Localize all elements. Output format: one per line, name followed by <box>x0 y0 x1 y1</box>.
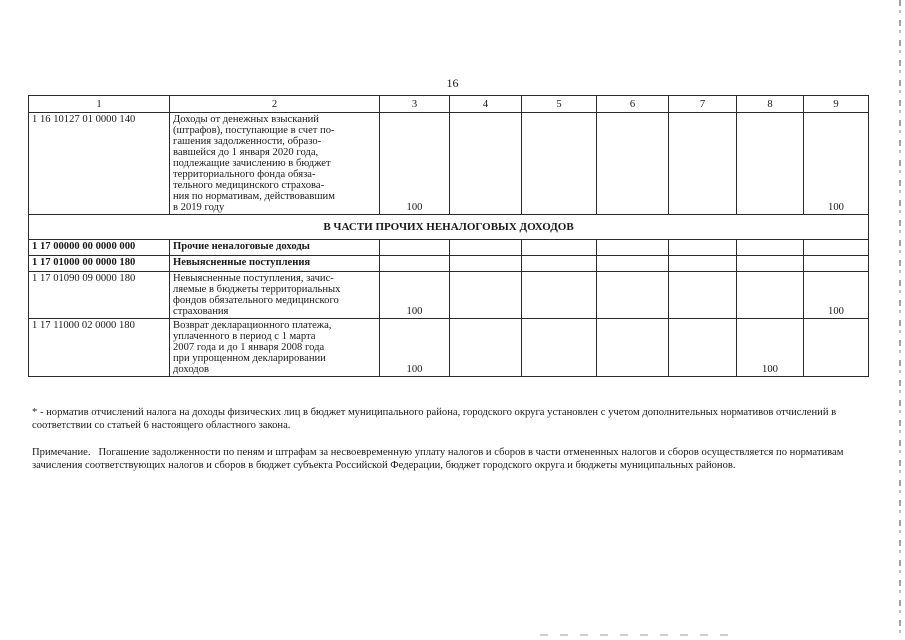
row-name <box>170 272 380 319</box>
note-label: Примечание. <box>32 447 91 458</box>
table-row <box>29 113 869 215</box>
cell-col-6 <box>597 240 669 256</box>
cell-col-6 <box>597 113 669 215</box>
footnote: * - норматив отчислений налога на доходы физических лиц в бюджет муниципального района, городского округа установлен с учетом дополнительных нормативов отчислений в соответствии со статьей 6 настоящего областного закона. <box>32 407 837 431</box>
name-line: в 2019 году <box>173 202 225 213</box>
row-code: 1 17 01090 09 0000 180 <box>29 272 170 319</box>
cell-col-5 <box>522 113 597 215</box>
row-name <box>170 319 380 377</box>
row-code: 1 17 00000 00 0000 000 <box>29 240 170 256</box>
name-line: страхования <box>173 306 229 317</box>
column-header: 3 <box>380 96 450 113</box>
cell-col-5 <box>522 319 597 377</box>
cell-col-7 <box>669 240 737 256</box>
cell-col-9 <box>804 240 869 256</box>
cell-col-3 <box>380 256 450 272</box>
name-line: уплаченного в период с 1 марта <box>173 331 316 342</box>
name-line: подлежащие зачислению в бюджет <box>173 158 331 169</box>
cell-col-9 <box>804 319 869 377</box>
table-row <box>29 240 869 256</box>
cell-col-9: 100 <box>804 113 869 215</box>
table-row <box>29 319 869 377</box>
name-line: тельного медицинского страхова- <box>173 180 325 191</box>
cell-col-6 <box>597 256 669 272</box>
table-row <box>29 272 869 319</box>
section-header-row <box>29 215 869 240</box>
cell-col-3: 100 <box>380 319 450 377</box>
name-line: Невыясненные поступления, зачис- <box>173 273 334 284</box>
name-line: при упрощенном декларировании <box>173 353 326 364</box>
cell-col-8 <box>737 113 804 215</box>
name-line: 2007 года и до 1 января 2008 года <box>173 342 325 353</box>
cell-col-4 <box>450 113 522 215</box>
cell-col-7 <box>669 113 737 215</box>
revenue-norms-table <box>28 95 869 377</box>
name-line: Доходы от денежных взысканий <box>173 114 319 125</box>
column-header: 5 <box>522 96 597 113</box>
name-line: доходов <box>173 364 209 375</box>
cell-col-8 <box>737 240 804 256</box>
column-header: 9 <box>804 96 869 113</box>
cell-col-5 <box>522 240 597 256</box>
cell-col-8 <box>737 272 804 319</box>
column-numbers-row <box>29 96 869 113</box>
name-line: гашения задолженности, образо- <box>173 136 322 147</box>
cell-col-7 <box>669 272 737 319</box>
scan-edge-artifact <box>899 0 901 640</box>
cell-col-3 <box>380 240 450 256</box>
note-text: Погашение задолженности по пеням и штрафам за несвоевременную уплату налогов и сборов в части отмененных налогов и сборов осуществляется по нормативам зачисления соответствующих налогов и сборов в бюджет субъекта Российской Федерации, бюджет городского округа и бюджеты муниципальных районов. <box>32 447 844 471</box>
row-code: 1 17 01000 00 0000 180 <box>29 256 170 272</box>
cell-col-4 <box>450 272 522 319</box>
cell-col-9 <box>804 256 869 272</box>
row-name: Прочие неналоговые доходы <box>170 240 380 256</box>
name-line: вавшейся до 1 января 2020 года, <box>173 147 319 158</box>
cell-col-8: 100 <box>737 319 804 377</box>
name-line: фондов обязательного медицинского <box>173 295 339 306</box>
name-line: ния по нормативам, действовавшим <box>173 191 335 202</box>
page-number: 16 <box>446 76 459 90</box>
name-line: территориального фонда обяза- <box>173 169 316 180</box>
column-header: 8 <box>737 96 804 113</box>
cell-col-4 <box>450 240 522 256</box>
row-name <box>170 113 380 215</box>
cell-col-6 <box>597 319 669 377</box>
cell-col-3: 100 <box>380 272 450 319</box>
row-code: 1 16 10127 01 0000 140 <box>29 113 170 215</box>
row-code: 1 17 11000 02 0000 180 <box>29 319 170 377</box>
cell-col-8 <box>737 256 804 272</box>
note-paragraph <box>32 447 868 472</box>
cell-col-5 <box>522 272 597 319</box>
column-header: 4 <box>450 96 522 113</box>
column-header: 6 <box>597 96 669 113</box>
section-title: В ЧАСТИ ПРОЧИХ НЕНАЛОГОВЫХ ДОХОДОВ <box>29 215 869 240</box>
cell-col-4 <box>450 319 522 377</box>
row-name: Невыясненные поступления <box>170 256 380 272</box>
cell-col-9: 100 <box>804 272 869 319</box>
name-line: ляемые в бюджеты территориальных <box>173 284 341 295</box>
scan-bottom-artifact <box>540 634 740 636</box>
cell-col-7 <box>669 319 737 377</box>
column-header: 1 <box>29 96 170 113</box>
column-header: 2 <box>170 96 380 113</box>
cell-col-4 <box>450 256 522 272</box>
name-line: Возврат декларационного платежа, <box>173 320 332 331</box>
cell-col-3: 100 <box>380 113 450 215</box>
name-line: (штрафов), поступающие в счет по- <box>173 125 335 136</box>
table-row <box>29 256 869 272</box>
cell-col-6 <box>597 272 669 319</box>
cell-col-5 <box>522 256 597 272</box>
cell-col-7 <box>669 256 737 272</box>
column-header: 7 <box>669 96 737 113</box>
